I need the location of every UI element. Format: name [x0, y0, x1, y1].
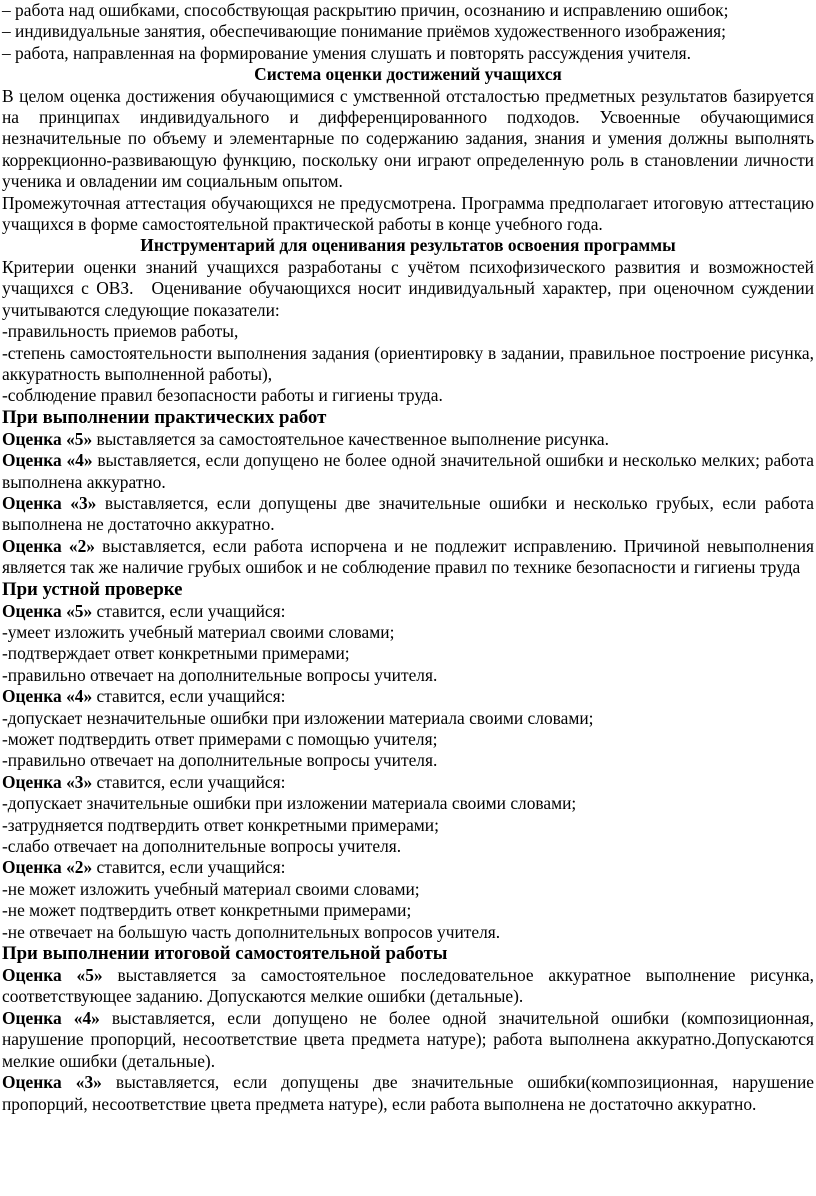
paragraph: В целом оценка достижения обучающимися с умственной отсталостью предметных результатов базируется на принципах индивидуального и дифференцированного подходов. Усвоенные обучающимися незначительные по объему и элементарные по содержанию задания, знания и умения должны выполнять коррекционно-развивающую функцию, поскольку они играют определенную роль в становлении личности ученика и овладении им социальным опытом.	[2, 85, 814, 192]
grade-item: -не может изложить учебный материал своими словами;	[2, 878, 420, 899]
grade-text: выставляется, если допущены две значительные ошибки и несколько грубых, если работа выполнена не достаточно аккуратно.	[2, 492, 814, 535]
paragraph-part: Критерии оценки знаний учащихся разработаны с учётом психофизического развития и возможностей учащихся с ОВЗ.	[2, 256, 814, 299]
grade-paragraph	[2, 601, 814, 622]
grade-label: Оценка «5»	[2, 965, 103, 986]
grade-label: Оценка «3»	[2, 1072, 102, 1093]
grade-text: выставляется за самостоятельное последовательное аккуратное выполнение рисунка, соответствующее заданию. Допускаются мелкие ошибки (детальные).	[2, 965, 815, 1007]
grade-text: выставляется, если работа испорчена и не подлежит исправлению. Причиной невыполнения является так же наличие грубых ошибок и не соблюдение правил по технике безопасности и гигиены труда	[2, 535, 814, 578]
grade-label: Оценка «3»	[2, 771, 93, 792]
paragraph-part: Оценивание обучающихся носит индивидуальный характер, при оценочном суждении учитываются следующие показатели:	[2, 278, 814, 320]
grade-label: Оценка «5»	[2, 428, 93, 449]
grade-paragraph	[2, 686, 814, 707]
grade-item: -может подтвердить ответ примерами с помощью учителя;	[2, 729, 438, 749]
grade-label: Оценка «2»	[2, 535, 95, 556]
subsection-heading: При выполнении итоговой самостоятельной работы	[2, 943, 448, 965]
grade-label: Оценка «4»	[2, 686, 93, 707]
grade-label: Оценка «2»	[2, 857, 93, 878]
grade-text: ставится, если учащийся:	[92, 686, 286, 707]
grade-paragraph	[2, 429, 814, 450]
grade-item: -не отвечает на большую часть дополнительных вопросов учителя.	[2, 921, 501, 942]
grade-item: -подтверждает ответ конкретными примерами;	[2, 643, 350, 664]
grade-item: -допускает незначительные ошибки при изложении материала своими словами;	[2, 707, 594, 728]
subsection-heading: При устной проверке	[2, 578, 183, 600]
grade-item: -допускает значительные ошибки при изложении материала своими словами;	[2, 793, 577, 814]
paragraph	[2, 257, 814, 321]
intro-line: – работа, направленная на формирование умения слушать и повторять рассуждения учителя.	[2, 42, 692, 63]
grade-item: -слабо отвечает на дополнительные вопросы учителя.	[2, 836, 402, 857]
grade-label: Оценка «4»	[2, 1007, 100, 1028]
section-heading: Инструментарий для оценивания результатов освоения программы	[140, 235, 676, 256]
grade-text: ставится, если учащийся:	[92, 771, 286, 792]
grade-paragraph	[2, 493, 814, 536]
section-heading: Система оценки достижений учащихся	[254, 64, 562, 85]
grade-text: выставляется за самостоятельное качественное выполнение рисунка.	[92, 428, 609, 449]
grade-label: Оценка «5»	[2, 600, 93, 621]
criteria-item: -соблюдение правил безопасности работы и гигиены труда.	[2, 385, 443, 406]
grade-text: ставится, если учащийся:	[92, 857, 286, 878]
grade-text: выставляется, если допущено не более одной значительной ошибки и несколько мелких; работа выполнена аккуратно.	[2, 450, 815, 492]
grade-paragraph	[2, 450, 814, 493]
paragraph: Промежуточная аттестация обучающихся не предусмотрена. Программа предполагает итоговую аттестацию учащихся в форме самостоятельной практической работы в конце учебного года.	[2, 192, 814, 235]
grade-paragraph	[2, 965, 814, 1008]
subsection-heading: При выполнении практических работ	[2, 406, 327, 428]
criteria-item: -правильность приемов работы,	[2, 321, 239, 342]
intro-line: – индивидуальные занятия, обеспечивающие понимание приёмов художественного изображения;	[2, 21, 727, 42]
grade-item: -умеет изложить учебный материал своими словами;	[2, 621, 395, 642]
grade-item: -затрудняется подтвердить ответ конкретными примерами;	[2, 814, 439, 835]
grade-paragraph	[2, 536, 814, 579]
grade-paragraph	[2, 1072, 814, 1115]
grade-text: ставится, если учащийся:	[92, 600, 286, 621]
grade-label: Оценка «4»	[2, 450, 93, 471]
grade-label: Оценка «3»	[2, 492, 97, 513]
grade-paragraph	[2, 1008, 814, 1072]
grade-text: выставляется, если допущены две значительные ошибки(композиционная, нарушение пропорций, несоответствие цвета предмета натуре), если работа выполнена не достаточно аккуратно.	[2, 1072, 815, 1114]
grade-paragraph	[2, 857, 814, 878]
grade-item: -правильно отвечает на дополнительные вопросы учителя.	[2, 750, 438, 771]
grade-text: выставляется, если допущено не более одной значительной ошибки (композиционная, нарушение пропорций, несоответствие цвета предмета натуре); работа выполнена аккуратно.Допускаются мелкие ошибки (детальные).	[2, 1007, 815, 1071]
grade-item: -не может подтвердить ответ конкретными примерами;	[2, 900, 412, 921]
criteria-item: -степень самостоятельности выполнения задания (ориентировку в задании, правильное построение рисунка, аккуратность выполненной работы),	[2, 342, 814, 384]
grade-item: -правильно отвечает на дополнительные вопросы учителя.	[2, 664, 438, 685]
grade-paragraph	[2, 772, 814, 793]
intro-line: – работа над ошибками, способствующая раскрытию причин, осознанию и исправлению ошибок;	[2, 0, 729, 20]
